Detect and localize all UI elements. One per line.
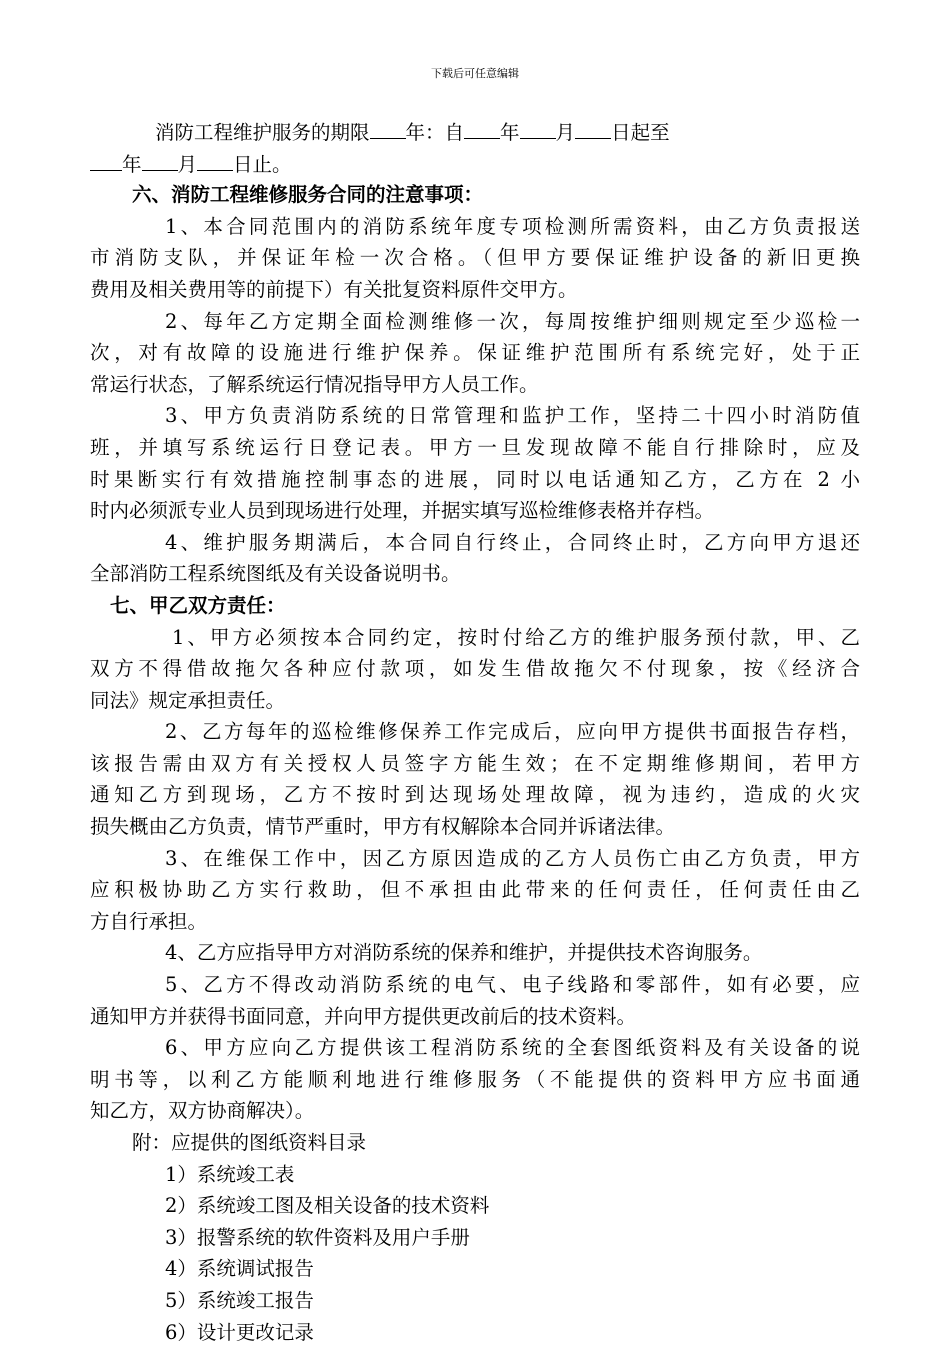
section-7-line: 该报告需由双方有关授权人员签字方能生效；在不定期维修期间，若甲方 <box>90 751 860 775</box>
appendix-item: 5）系统竣工报告 <box>165 1288 314 1312</box>
section-7-line: 4、乙方应指导甲方对消防系统的保养和维护，并提供技术咨询服务。 <box>165 941 763 965</box>
term-text: 月 <box>177 152 198 176</box>
term-text: 年 <box>500 121 520 144</box>
section-7-line: 通知乙方到现场，乙方不按时到达现场处理故障，视为违约，造成的火灾 <box>90 783 860 807</box>
section-7-line: 2、乙方每年的巡检维修保养工作完成后，应向甲方提供书面报告存档， <box>165 720 860 744</box>
appendix-heading: 附：应提供的图纸资料目录 <box>132 1131 367 1154</box>
blank-field <box>197 148 233 171</box>
section-6-line: 2、每年乙方定期全面检测维修一次，每周按维护细则规定至少巡检一 <box>165 309 860 333</box>
section-7-heading: 七、甲乙双方责任： <box>110 593 286 617</box>
service-term-line-1 <box>90 116 860 148</box>
section-6-line: 4、维护服务期满后，本合同自行终止，合同终止时，乙方向甲方退还 <box>165 530 860 554</box>
blank-field <box>575 116 611 139</box>
section-7-line: 通知甲方并获得书面同意，并向甲方提供更改前后的技术资料。 <box>90 1004 637 1028</box>
term-text: 年：自 <box>405 121 465 144</box>
section-7-line: 明书等，以利乙方能顺利地进行维修服务（不能提供的资料甲方应书面通 <box>90 1067 860 1091</box>
section-7-line: 方自行承担。 <box>90 909 208 933</box>
appendix-item: 2）系统竣工图及相关设备的技术资料 <box>165 1194 490 1218</box>
appendix-item: 4）系统调试报告 <box>165 1257 314 1281</box>
blank-field <box>90 148 122 171</box>
term-text: 日起至 <box>611 121 670 144</box>
section-7-line: 3、在维保工作中，因乙方原因造成的乙方人员伤亡由乙方负责，甲方 <box>165 846 860 870</box>
section-6-line: 3、甲方负责消防系统的日常管理和监护工作，坚持二十四小时消防值 <box>165 404 860 428</box>
section-6-line: 时果断实行有效措施控制事态的进展，同时以电话通知乙方，乙方在 2 小 <box>90 467 860 491</box>
section-6-line: 市消防支队，并保证年检一次合格。（但甲方要保证维护设备的新旧更换 <box>90 246 860 270</box>
term-text: 月 <box>555 121 576 144</box>
section-6-line: 1、本合同范围内的消防系统年度专项检测所需资料，由乙方负责报送 <box>165 214 860 238</box>
section-7-line: 损失概由乙方负责，情节严重时，甲方有权解除本合同并诉诸法律。 <box>90 815 676 839</box>
term-text: 年 <box>122 152 142 176</box>
section-7-line: 知乙方，双方协商解决）。 <box>90 1099 315 1123</box>
section-7-line: 应积极协助乙方实行救助，但不承担由此带来的任何责任，任何责任由乙 <box>90 878 860 902</box>
blank-field <box>370 116 406 139</box>
appendix-item: 6）设计更改记录 <box>165 1320 314 1344</box>
section-6-line: 时内必须派专业人员到现场进行处理，并据实填写巡检维修表格并存档。 <box>90 499 715 523</box>
page-header: 下载后可任意编辑 <box>431 67 519 80</box>
appendix-item: 1）系统竣工表 <box>165 1162 295 1186</box>
term-text: 日止。 <box>233 152 292 176</box>
appendix-item: 3）报警系统的软件资料及用户手册 <box>165 1225 470 1249</box>
section-6-line: 次，对有故障的设施进行维护保养。保证维护范围所有系统完好，处于正 <box>90 341 860 365</box>
section-6-line: 常运行状态，了解系统运行情况指导甲方人员工作。 <box>90 372 539 396</box>
section-6-line: 费用及相关费用等的前提下）有关批复资料原件交甲方。 <box>90 277 578 301</box>
section-6-heading: 六、消防工程维修服务合同的注意事项： <box>132 183 484 207</box>
section-7-line: 同法》规定承担责任。 <box>90 688 286 712</box>
section-6-line: 全部消防工程系统图纸及有关设备说明书。 <box>90 562 461 586</box>
section-7-line: 5、乙方不得改动消防系统的电气、电子线路和零部件，如有必要，应 <box>165 973 860 997</box>
section-6-line: 班，并填写系统运行日登记表。甲方一旦发现故障不能自行排除时，应及 <box>90 435 860 459</box>
term-text: 消防工程维护服务的期限 <box>155 121 370 144</box>
blank-field <box>142 148 178 171</box>
document-body <box>90 116 860 1348</box>
section-7-line: 双方不得借故拖欠各种应付款项，如发生借故拖欠不付现象，按《经济合 <box>90 657 860 681</box>
section-7-line: 6、甲方应向乙方提供该工程消防系统的全套图纸资料及有关设备的说 <box>165 1036 860 1060</box>
service-term-line-2 <box>90 148 860 180</box>
blank-field <box>464 116 500 139</box>
blank-field <box>520 116 556 139</box>
section-7-line: 1、甲方必须按本合同约定，按时付给乙方的维护服务预付款，甲、乙 <box>172 625 860 649</box>
